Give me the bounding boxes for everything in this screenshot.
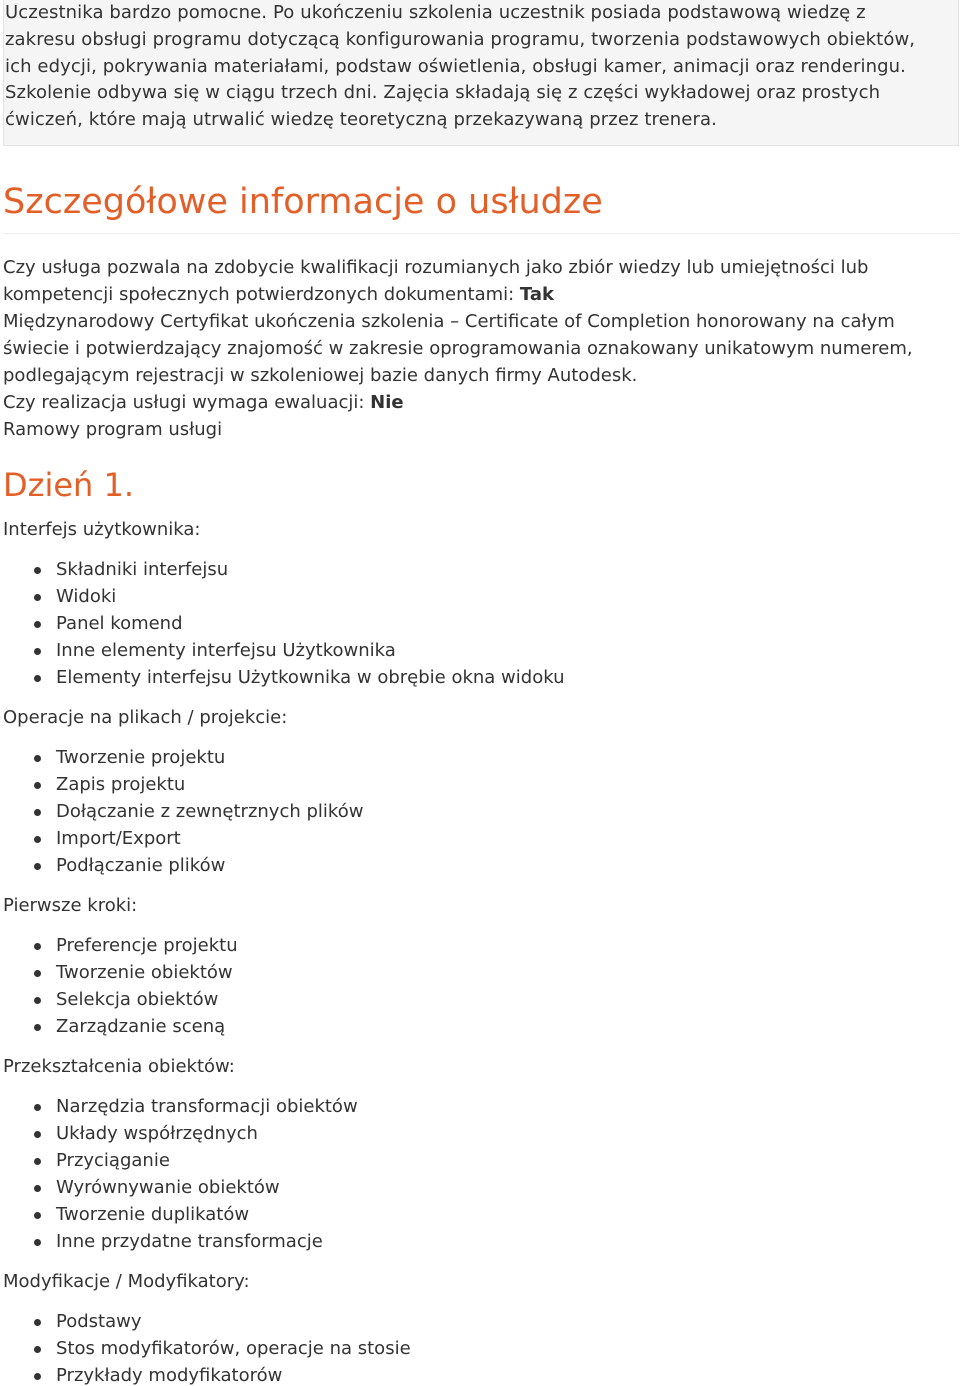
section-title: Szczegółowe informacje o usłudze <box>3 182 603 222</box>
bullet-icon <box>34 1158 41 1165</box>
program-label: Ramowy program usługi <box>3 419 223 440</box>
group-list <box>3 744 953 879</box>
bullet-icon <box>34 1104 41 1111</box>
bullet-icon <box>34 809 41 816</box>
list-item <box>3 1201 953 1228</box>
list-item-text: Preferencje projektu <box>56 935 238 956</box>
list-item-text: Zarządzanie sceną <box>56 1016 226 1037</box>
bullet-icon <box>34 836 41 843</box>
list-item <box>3 744 953 771</box>
certificate-description <box>3 308 953 389</box>
list-item-text: Zapis projektu <box>56 774 186 795</box>
list-item <box>3 610 953 637</box>
service-details <box>3 254 953 443</box>
program-group <box>3 516 953 691</box>
group-list <box>3 556 953 691</box>
list-item-text: Selekcja obiektów <box>56 989 219 1010</box>
list-item-text: Wyrównywanie obiektów <box>56 1177 280 1198</box>
list-item <box>3 1013 953 1040</box>
list-item <box>3 1120 953 1147</box>
list-item-text: Układy współrzędnych <box>56 1123 258 1144</box>
list-item <box>3 583 953 610</box>
group-heading: Interfejs użytkownika: <box>3 519 201 540</box>
list-item-text: Stos modyfikatorów, operacje na stosie <box>56 1338 411 1359</box>
list-item-text: Elementy interfejsu Użytkownika w obrębie okna widoku <box>56 667 565 688</box>
list-item-text: Narzędzia transformacji obiektów <box>56 1096 358 1117</box>
bullet-icon <box>34 594 41 601</box>
bullet-icon <box>34 1024 41 1031</box>
list-item <box>3 1228 953 1255</box>
list-item <box>3 1362 953 1386</box>
program-group <box>3 892 953 1040</box>
bullet-icon <box>34 1319 41 1326</box>
list-item-text: Przyciąganie <box>56 1150 170 1171</box>
qualification-question-line2: kompetencji społecznych potwierdzonych dokumentami: <box>3 284 520 305</box>
list-item-text: Tworzenie duplikatów <box>56 1204 250 1225</box>
qualification-question <box>3 254 953 308</box>
bullet-icon <box>34 675 41 682</box>
list-item <box>3 664 953 691</box>
intro-line: ich edycji, pokrywania materiałami, podstaw oświetlenia, obsługi kamer, animacji oraz renderingu. <box>5 55 906 77</box>
group-list <box>3 1093 953 1255</box>
evaluation-question <box>3 389 953 416</box>
list-item-text: Składniki interfejsu <box>56 559 229 580</box>
program-groups <box>3 516 953 1386</box>
list-item <box>3 637 953 664</box>
list-item <box>3 798 953 825</box>
group-list <box>3 1308 953 1386</box>
group-heading: Pierwsze kroki: <box>3 895 138 916</box>
list-item-text: Inne elementy interfejsu Użytkownika <box>56 640 396 661</box>
qualification-question-line1: Czy usługa pozwala na zdobycie kwalifikacji rozumianych jako zbiór wiedzy lub umiejętności lub <box>3 257 869 278</box>
list-item <box>3 852 953 879</box>
certificate-line1: Międzynarodowy Certyfikat ukończenia szkolenia – Certificate of Completion honorowany na całym <box>3 311 895 332</box>
bullet-icon <box>34 863 41 870</box>
group-heading: Przekształcenia obiektów: <box>3 1056 235 1077</box>
list-item-text: Tworzenie obiektów <box>56 962 233 983</box>
intro-box <box>3 0 959 146</box>
list-item-text: Podłączanie plików <box>56 855 226 876</box>
qualification-answer: Tak <box>519 284 554 305</box>
bullet-icon <box>34 1239 41 1246</box>
list-item <box>3 1308 953 1335</box>
list-item <box>3 825 953 852</box>
group-list <box>3 932 953 1040</box>
list-item <box>3 959 953 986</box>
bullet-icon <box>34 1346 41 1353</box>
intro-line: Uczestnika bardzo pomocne. Po ukończeniu szkolenia uczestnik posiada podstawową wiedzę z <box>5 2 866 23</box>
bullet-icon <box>34 1373 41 1380</box>
group-heading: Operacje na plikach / projekcie: <box>3 707 288 728</box>
bullet-icon <box>34 943 41 950</box>
bullet-icon <box>34 621 41 628</box>
bullet-icon <box>34 970 41 977</box>
bullet-icon <box>34 567 41 574</box>
list-item <box>3 1147 953 1174</box>
list-item-text: Panel komend <box>56 613 183 634</box>
intro-line: zakresu obsługi programu dotyczącą konfigurowania programu, tworzenia podstawowych obiektów, <box>5 28 916 50</box>
list-item-text: Import/Export <box>56 828 181 849</box>
list-item <box>3 932 953 959</box>
list-item-text: Inne przydatne transformacje <box>56 1231 323 1252</box>
bullet-icon <box>34 997 41 1004</box>
list-item <box>3 556 953 583</box>
program-group <box>3 1053 953 1255</box>
list-item-text: Przykłady modyfikatorów <box>56 1365 283 1386</box>
bullet-icon <box>34 755 41 762</box>
bullet-icon <box>34 648 41 655</box>
bullet-icon <box>34 1131 41 1138</box>
evaluation-answer: Nie <box>370 392 404 413</box>
bullet-icon <box>34 782 41 789</box>
list-item-text: Podstawy <box>56 1311 142 1332</box>
certificate-line3: podlegającym rejestracji w szkoleniowej bazie danych firmy Autodesk. <box>3 365 638 386</box>
title-divider <box>3 233 959 234</box>
list-item-text: Widoki <box>56 586 117 607</box>
intro-line: Szkolenie odbywa się w ciągu trzech dni. Zajęcia składają się z części wykładowej oraz prostych <box>5 82 881 104</box>
certificate-line2: świecie i potwierdzający znajomość w zakresie oprogramowania oznakowany unikatowym numerem, <box>3 338 913 359</box>
day-title: Dzień 1. <box>3 466 134 504</box>
intro-line: ćwiczeń, które mają utrwalić wiedzę teoretyczną przekazywaną przez trenera. <box>5 109 717 131</box>
list-item <box>3 771 953 798</box>
list-item <box>3 1174 953 1201</box>
list-item <box>3 986 953 1013</box>
program-group <box>3 1268 953 1386</box>
evaluation-question-text: Czy realizacja usługi wymaga ewaluacji: <box>3 392 371 413</box>
bullet-icon <box>34 1185 41 1192</box>
program-group <box>3 704 953 879</box>
group-heading: Modyfikacje / Modyfikatory: <box>3 1271 250 1292</box>
list-item-text: Tworzenie projektu <box>56 747 226 768</box>
list-item-text: Dołączanie z zewnętrznych plików <box>56 801 364 822</box>
list-item <box>3 1093 953 1120</box>
bullet-icon <box>34 1212 41 1219</box>
list-item <box>3 1335 953 1362</box>
